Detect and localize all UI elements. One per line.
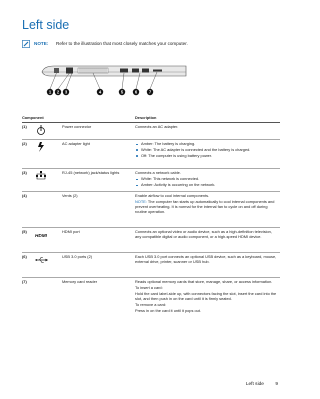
note-text: Refer to the illustration that most closely matches your computer. xyxy=(56,41,188,46)
row-number: (5) xyxy=(22,229,27,234)
table-row xyxy=(22,123,280,140)
usb-port-2-shape xyxy=(142,69,149,73)
table-row xyxy=(22,278,280,338)
component-description: Reads optional memory cards that store, manage, share, or access information. To insert a card: Hold the card label-side up, with connectors facing the slot, insert the card into the slot, and then push in on the card until it is firmly seated. To remove a card: Press in on the card it until it pops out. xyxy=(135,279,277,314)
callout-5: 5 xyxy=(120,89,124,95)
power-connector-icon xyxy=(35,124,47,136)
callout-7: 7 xyxy=(148,89,152,95)
component-description: Connects an optional video or audio device, such as a high-definition television, any compatible digital or audio component, or a high-speed HDMI device. xyxy=(135,229,272,239)
row-number: (2) xyxy=(22,141,27,146)
table-row xyxy=(22,253,280,278)
component-description: Amber: The battery is charging. White: The AC adapter is connected and the battery is charged. Off: The computer is using battery power. xyxy=(135,142,277,160)
svg-text:HDMI: HDMI xyxy=(35,233,47,238)
component-name: Power connector xyxy=(62,124,92,129)
laptop-left-side-illustration xyxy=(40,62,190,100)
usb-icon xyxy=(35,254,49,266)
component-name: AC adapter light xyxy=(62,141,90,146)
table-row xyxy=(22,140,280,169)
hdmi-icon xyxy=(35,229,51,241)
hdmi-port-shape xyxy=(120,69,128,73)
vent-note: NOTE: The computer fan starts up automatically to cool internal components and prevent overheating. It is normal for the internal fan to cycle on and off during routine operation. xyxy=(135,199,275,214)
component-name: USB 3.0 ports (2) xyxy=(62,254,93,259)
row-number: (4) xyxy=(22,193,27,198)
row-number: (7) xyxy=(22,279,27,284)
callout-4: 4 xyxy=(98,89,102,95)
table-header xyxy=(22,114,280,123)
component-description: Enable airflow to cool internal components. NOTE: The computer fan starts up automatically to cool internal components and prevent overheating. It is normal for the internal fan to cycle on and off during routine operation. xyxy=(135,194,277,216)
network-icon xyxy=(35,170,47,182)
usb-port-1-shape xyxy=(132,69,139,73)
rj45-port-shape xyxy=(66,68,73,74)
footer-section: Left side xyxy=(245,382,264,387)
table-row xyxy=(22,169,280,192)
card-slot-shape xyxy=(153,70,162,72)
power-port-shape xyxy=(54,68,59,73)
header-description: Description xyxy=(135,115,157,120)
component-name: HDMI port xyxy=(62,229,80,234)
component-description: Connects a network cable. White: This network is connected. Amber: Activity is occurring on the network. xyxy=(135,171,277,189)
table-row xyxy=(22,192,280,228)
page-number: 9 xyxy=(275,382,278,387)
header-component: Component xyxy=(22,115,44,120)
row-number: (3) xyxy=(22,170,27,175)
vent-shape xyxy=(78,68,108,73)
note-icon xyxy=(22,40,30,48)
callout-6: 6 xyxy=(134,89,138,95)
component-name: Vents (2) xyxy=(62,193,78,198)
row-number: (6) xyxy=(22,254,27,259)
component-description: Connects an AC adapter. xyxy=(135,124,179,129)
note-label: NOTE: xyxy=(34,41,49,46)
table-row xyxy=(22,228,280,253)
component-name: RJ-45 (network) jack/status lights xyxy=(62,170,120,175)
row-number: (1) xyxy=(22,124,27,129)
callout-2: 2 xyxy=(56,89,60,95)
page-title: Left side xyxy=(22,18,70,32)
page-footer xyxy=(236,382,278,387)
component-description: Each USB 3.0 port connects an optional USB device, such as a keyboard, mouse, external drive, printer, scanner or USB hub. xyxy=(135,254,277,264)
component-name: Memory card reader xyxy=(62,279,98,284)
callout-3: 3 xyxy=(64,89,68,95)
battery-light-icon xyxy=(35,141,47,153)
callout-1: 1 xyxy=(48,89,52,95)
